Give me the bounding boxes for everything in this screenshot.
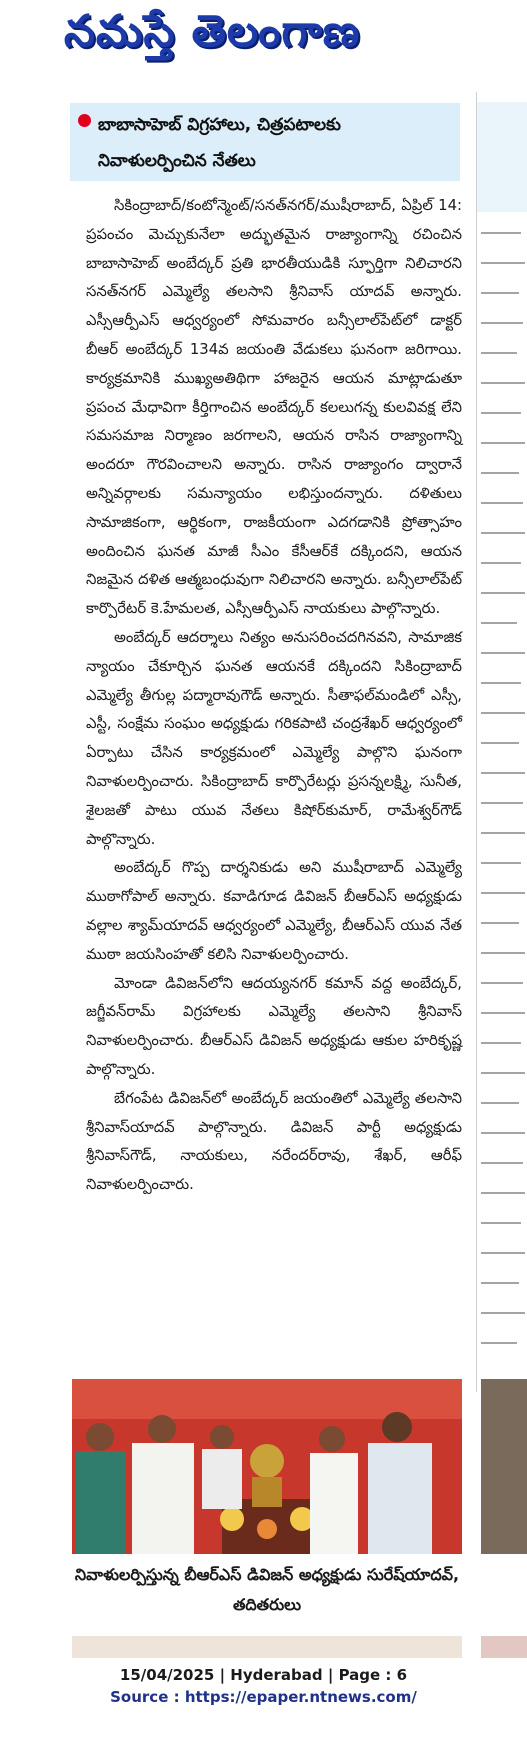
- adjacent-text-line: [481, 322, 523, 324]
- red-bullet-icon: [78, 114, 91, 127]
- adjacent-text-line: [481, 412, 521, 414]
- adjacent-text-line: [481, 1102, 519, 1104]
- adjacent-text-line: [481, 472, 519, 474]
- article-paragraph: మోండా డివిజన్‌లోని ఆదయ్యనగర్ కమాన్ వద్ద అంబేద్కర్, జగ్జీవన్‌రామ్ విగ్రహాలకు ఎమ్మెల్యే తలసాని శ్రీనివాస్ నివాళులర్పించారు. బీఆర్ఎస్ డివిజన్ అధ్యక్షుడు ఆకుల హరికృష్ణ పాల్గొన్నారు.: [86, 974, 462, 1078]
- adjacent-text-line: [481, 712, 525, 714]
- adjacent-text-line: [481, 682, 521, 684]
- adjacent-text-line: [481, 1132, 525, 1134]
- adjacent-text-line: [481, 892, 525, 894]
- adjacent-text-line: [481, 952, 525, 954]
- adjacent-text-line: [481, 622, 517, 624]
- adjacent-text-line: [481, 1192, 525, 1194]
- news-photo: [72, 1379, 462, 1554]
- adjacent-text-line: [481, 1312, 525, 1314]
- adjacent-text-line: [481, 502, 523, 504]
- adjacent-text-line: [481, 562, 521, 564]
- headline-box: [70, 103, 460, 181]
- article-paragraph: బేగంపేట డివిజన్‌లో అంబేద్కర్ జయంతిలో ఎమ్మెల్యే తలసాని శ్రీనివాస్‌యాదవ్ పాల్గొన్నారు. డివిజన్ పార్టీ అధ్యక్షుడు శ్రీనివాస్‌గౌడ్, నాయకులు, నరేందర్‌రావు, శేఖర్, ఆరీఫ్ నివాళులర్పించారు.: [86, 1089, 462, 1194]
- adjacent-headline-box: [477, 102, 527, 212]
- adjacent-text-line: [481, 262, 525, 264]
- adjacent-text-line: [481, 802, 523, 804]
- adjacent-article-column: [476, 92, 527, 1392]
- adjacent-text-line: [481, 982, 523, 984]
- adjacent-text-line: [481, 1072, 525, 1074]
- adjacent-text-line: [481, 1162, 523, 1164]
- adjacent-text-line: [481, 352, 517, 354]
- article-body: [86, 192, 462, 1200]
- adjacent-text-line: [481, 442, 525, 444]
- adjacent-text-line: [481, 1342, 517, 1344]
- adjacent-text-line: [481, 1012, 525, 1014]
- adjacent-text-line: [481, 292, 519, 294]
- photo-illustration: [72, 1379, 462, 1554]
- photo-strip: [72, 1636, 462, 1658]
- photo-caption: నివాళులర్పిస్తున్న బీఆర్ఎస్ డివిజన్ అధ్యక్షుడు సురేష్‌యాదవ్, తదితరులు: [74, 1565, 460, 1614]
- article-paragraph: అంబేద్కర్ ఆదర్శాలు నిత్యం అనుసరించదగినవని, సామాజిక న్యాయం చేకూర్చిన ఘనత ఆయనకే దక్కిందని సికింద్రాబాద్ ఎమ్మెల్యే తీగుల్ల పద్మారావుగౌడ్ అన్నారు. సీతాఫల్‌మండిలో ఎస్సీ, ఎస్టీ, సంక్షేమ సంఘం అధ్యక్షుడు గరికపాటి చంద్రశేఖర్ ఆధ్వర్యంలో ఏర్పాటు చేసిన కార్యక్రమంలో ఎమ్మెల్యే పాల్గొని ఘనంగా నివాళులర్పించారు. సికింద్రాబాద్ కార్పొరేటర్లు ప్రసన్నలక్ష్మి, సునీత, శైలజతో పాటు యువ నేతలు కిషోర్‌కుమార్, రామేశ్వర్‌గౌడ్ పాల్గొన్నారు.: [86, 628, 462, 848]
- adjacent-text-line: [481, 1252, 525, 1254]
- article-paragraph: సికింద్రాబాద్/కంటోన్మెంట్/సనత్‌నగర్/ముషీరాబాద్, ఏప్రిల్ 14: ప్రపంచం మెచ్చుకునేలా అద్భుతమైన రాజ్యాంగాన్ని రచించిన బాబాసాహెబ్ అంబేద్కర్ ప్రతి భారతీయుడికి స్ఫూర్తిగా నిలిచారని సనత్‌నగర్ ఎమ్మెల్యే తలసాని శ్రీనివాస్ యాదవ్ అన్నారు. ఎస్సీఆర్పీఎస్ ఆధ్వర్యంలో సోమవారం బన్సీలాల్‌పేట్‌లో డాక్టర్ బీఆర్ అంబేద్కర్ 134వ జయంతి వేడుకలు ఘనంగా జరిగాయి. కార్యక్రమానికి ముఖ్యఅతిథిగా హాజరైన ఆయన మాట్లాడుతూ ప్రపంచ మేధావిగా కీర్తిగాంచిన అంబేద్కర్ కలలుగన్న కులవివక్ష లేని సమసమాజ నిర్మాణం జరగాలని, ఆయన రాసిన రాజ్యాంగాన్ని అందరూ గౌరవించాలని అన్నారు. రాసిన రాజ్యాంగం ద్వారానే అన్నివర్గాలకు సమన్యాయం లభిస్తుందన్నారు. దళితులు సామాజికంగా, ఆర్థికంగా, రాజకీయంగా ఎదగడానికి ప్రోత్సాహం అందించిన ఘనత మాజీ సీఎం కేసీఆర్‌కే దక్కిందని, ఆయన నిజమైన దళిత ఆత్మబంధువుగా నిలిచారని అన్నారు. బన్సీలాల్‌పేట్ కార్పొరేటర్ కె.హేమలత, ఎస్సీఆర్పీఎస్ నాయకులు పాల్గొన్నారు.: [86, 197, 462, 618]
- adjacent-text-line: [481, 772, 525, 774]
- adjacent-text-line: [481, 742, 519, 744]
- edition-info: 15/04/2025 | Hyderabad | Page : 6: [119, 1666, 408, 1684]
- newspaper-title: నమస్తే తెలంగాణ: [64, 6, 361, 57]
- adjacent-text-line: [481, 1282, 519, 1284]
- adjacent-photo-strip: [481, 1636, 527, 1658]
- masthead: [0, 0, 527, 90]
- adjacent-text-line: [481, 862, 521, 864]
- adjacent-text-line: [481, 532, 525, 534]
- adjacent-text-line: [481, 922, 519, 924]
- article-headline: బాబాసాహెబ్ విగ్రహాలు, చిత్రపటాలకు నివాళులర్పించిన నేతలు: [98, 115, 341, 171]
- adjacent-text-line: [481, 1222, 521, 1224]
- adjacent-text-line: [481, 382, 525, 384]
- adjacent-photo: [481, 1379, 527, 1554]
- adjacent-text-line: [481, 232, 521, 234]
- article-paragraph: అంబేద్కర్ గొప్ప దార్శనికుడు అని ముషీరాబాద్ ఎమ్మెల్యే ముఠాగోపాల్ అన్నారు. కవాడిగూడ డివిజన్ బీఆర్ఎస్ అధ్యక్షుడు వల్లాల శ్యామ్‌యాదవ్ ఆధ్వర్యంలో ఎమ్మెల్యే, బీఆర్ఎస్ యువ నేత ముఠా జయసింహతో కలిసి నివాళులర్పించారు.: [86, 859, 462, 963]
- adjacent-text-line: [481, 1042, 521, 1044]
- adjacent-text-line: [481, 832, 525, 834]
- adjacent-text-line: [481, 652, 525, 654]
- page-footer: [0, 1664, 527, 1708]
- adjacent-text-line: [481, 592, 525, 594]
- source-link[interactable]: Source : https://epaper.ntnews.com/: [110, 1688, 417, 1706]
